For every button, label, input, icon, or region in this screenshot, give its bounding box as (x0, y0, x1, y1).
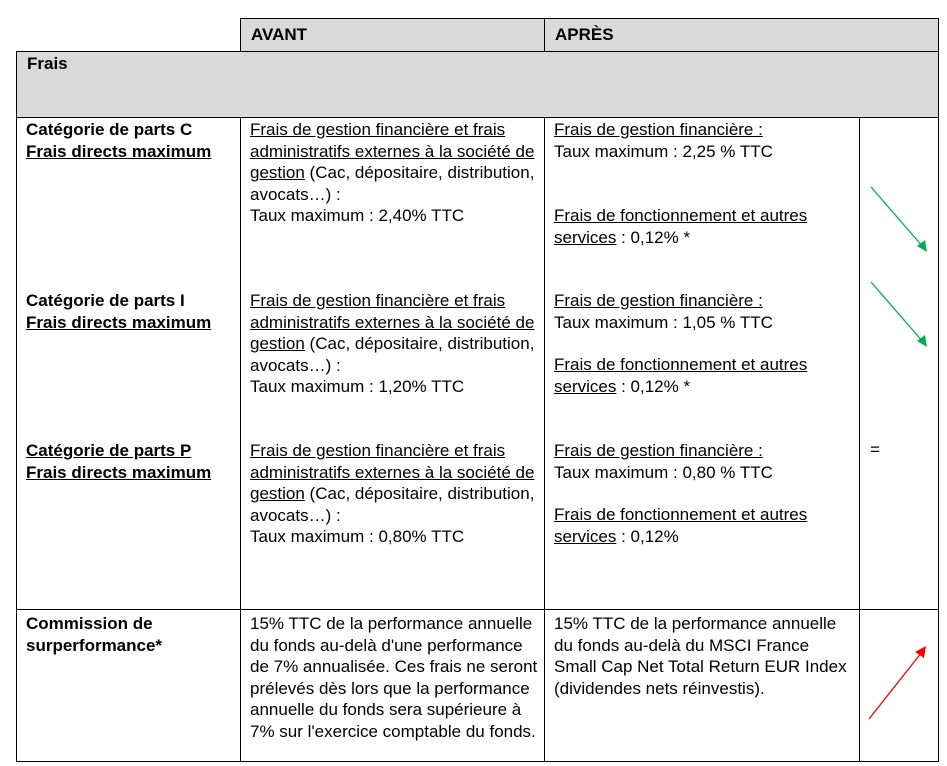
row-p-avant (250, 440, 537, 548)
rule (544, 117, 545, 762)
row-p-label-line2: Frais directs maximum (26, 462, 212, 482)
row-i-avant-rest: (Cac, dépositaire, distribution, avocats…) : (250, 334, 535, 375)
trend-down-arrow-icon (866, 182, 932, 256)
row-p-apres-rate: Taux maximum : 0,80 % TTC (554, 462, 773, 482)
row-c-apres-tail: : 0,12% * (616, 227, 691, 247)
header-avant: AVANT (251, 25, 308, 44)
rule (16, 761, 939, 762)
rule (938, 18, 939, 762)
rule (240, 117, 241, 762)
row-p-avant-rate: Taux maximum : 0,80% TTC (250, 527, 465, 546)
rule (16, 51, 939, 52)
row-p-apres (554, 440, 854, 483)
row-i-label-line2: Frais directs maximum (26, 312, 212, 332)
row-i-apres-tail: : 0,12% * (616, 376, 691, 396)
row-c-avant-link: Frais de gestion financière et frais administratifs externes à la société de gestion (250, 120, 535, 182)
row-c-avant (250, 119, 537, 227)
row-i-avant (250, 290, 537, 398)
row-c-avant-rate: Taux maximum : 2,40% TTC (250, 206, 465, 225)
row-c-avant-rest: (Cac, dépositaire, distribution, avocats…) : (250, 163, 535, 204)
row-c-apres-link2: Frais de fonctionnement et autres services (554, 206, 808, 247)
row-p-apres-link1: Frais de gestion financière : (554, 441, 763, 460)
row-p-apres-tail: : 0,12% (616, 526, 679, 546)
rule (16, 117, 939, 118)
row-c-label-line2: Frais directs maximum (26, 141, 212, 161)
row-i-label (26, 290, 238, 333)
rule (240, 18, 241, 52)
row-i-apres-link1: Frais de gestion financière : (554, 291, 763, 310)
row-c-apres-rate: Taux maximum : 2,25 % TTC (554, 141, 773, 161)
row-p-avant-link: Frais de gestion financière et frais administratifs externes à la société de gestion (250, 441, 535, 503)
row-c-apres-fonct (554, 205, 854, 248)
row-c-label-line1: Catégorie de parts C (26, 120, 193, 139)
row-i-apres-rate: Taux maximum : 1,05 % TTC (554, 312, 773, 332)
trend-equal-symbol: = (870, 440, 880, 459)
rule (859, 117, 860, 762)
frais-section-bg (16, 51, 938, 117)
row-p-label (26, 440, 238, 483)
row-c-label (26, 119, 238, 162)
section-title: Frais (27, 54, 68, 73)
rule (16, 609, 939, 610)
row-i-avant-link: Frais de gestion financière et frais administratifs externes à la société de gestion (250, 291, 535, 353)
trend-up-arrow-icon (864, 640, 932, 724)
rule (240, 18, 939, 19)
row-i-apres-fonct (554, 354, 854, 397)
header-apres: APRÈS (555, 25, 614, 44)
commission-label: Commission de surperformance* (26, 614, 163, 655)
commission-avant: 15% TTC de la performance annuelle du fonds au-delà d'une performance de 7% annualisée. Ces frais ne seront prélevés dès lors que la performance annuelle du fonds sera supérieure à 7% sur l'exercice comptable du fonds. (250, 614, 538, 741)
commission-apres: 15% TTC de la performance annuelle du fonds au-delà du MSCI France Small Cap Net Total Return EUR Index (dividendes nets réinvestis). (554, 614, 847, 698)
row-i-avant-rate: Taux maximum : 1,20% TTC (250, 377, 465, 396)
row-c-apres (554, 119, 854, 162)
trend-down-arrow-icon (866, 277, 932, 351)
row-i-apres-link2: Frais de fonctionnement et autres services (554, 355, 808, 396)
row-p-apres-fonct (554, 504, 854, 547)
rule (544, 18, 545, 52)
row-p-apres-link2: Frais de fonctionnement et autres services (554, 505, 808, 546)
row-p-label-line1: Catégorie de parts P (26, 441, 192, 460)
rule (16, 51, 17, 762)
row-i-label-line1: Catégorie de parts I (26, 291, 185, 310)
row-c-apres-link1: Frais de gestion financière : (554, 120, 763, 139)
row-p-avant-rest: (Cac, dépositaire, distribution, avocats…) : (250, 484, 535, 525)
row-i-apres (554, 290, 854, 333)
